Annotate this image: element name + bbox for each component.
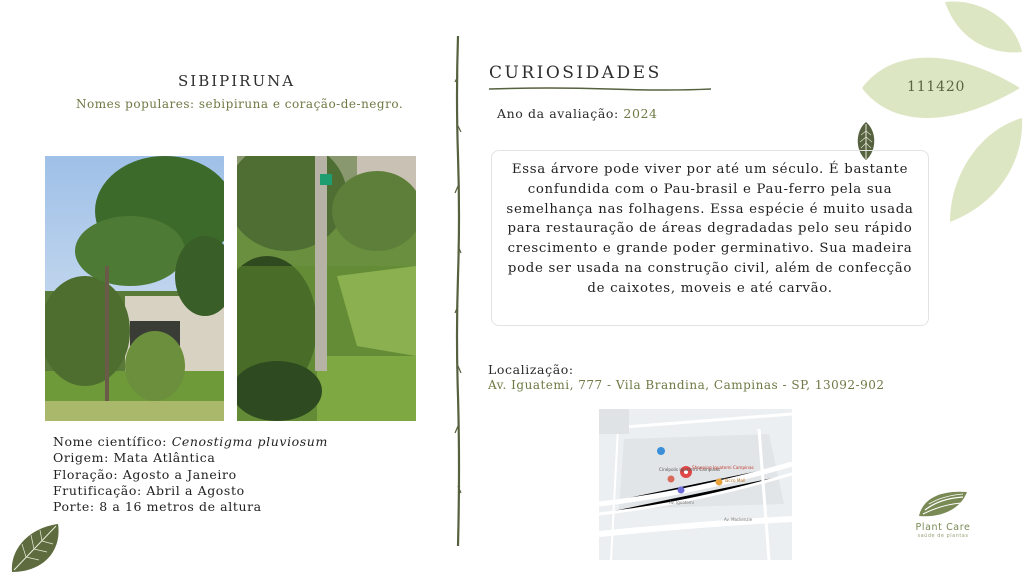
- fruiting-label: Frutificação:: [53, 482, 142, 498]
- flowering-row: [53, 467, 328, 483]
- plant-care-logo: [905, 486, 981, 542]
- flowering-label: Floração:: [53, 466, 119, 482]
- map-label-tacco: Tacco Mall: [724, 478, 746, 483]
- brand-name: Plant Care: [915, 522, 971, 533]
- size-row: [53, 499, 328, 515]
- map-label-shopping: Shopping Iguatemi Campinas: [692, 465, 754, 470]
- leaf-icon: [8, 520, 64, 576]
- popular-names-label: Nomes populares:: [76, 97, 195, 111]
- curiosities-title: CURIOSIDADES: [489, 63, 662, 83]
- size-value: 8 a 16 metros de altura: [99, 499, 262, 515]
- scientific-name-row: [53, 434, 328, 450]
- fruiting-row: [53, 483, 328, 499]
- fruiting-value: Abril a Agosto: [146, 482, 245, 498]
- evaluation-year: [497, 106, 658, 121]
- tree-photo-trunk: [237, 156, 416, 421]
- location-address: Av. Iguatemi, 777 - Vila Brandina, Campinas - SP, 13092-902: [488, 378, 885, 392]
- popular-names-value: sebipiruna e coração-de-negro.: [198, 97, 404, 111]
- origin-label: Origem:: [53, 450, 109, 466]
- map-label-cinepolis: Cinépolis Iguatemi Campinas: [659, 467, 721, 472]
- brand-tagline: saúde de plantas: [917, 533, 969, 539]
- popular-names: [76, 97, 403, 111]
- evaluation-year-value: 2024: [623, 106, 658, 121]
- origin-value: Mata Atlântica: [113, 450, 216, 466]
- plant-title: SIBIPIRUNA: [178, 72, 296, 90]
- plant-facts: [53, 434, 328, 515]
- location-map[interactable]: [599, 409, 792, 560]
- plant-care-logo-icon: [915, 486, 971, 520]
- map-street-2: Av. Mackenzie: [724, 517, 753, 522]
- title-underline: [489, 86, 711, 92]
- size-label: Porte:: [53, 499, 95, 515]
- map-street-1: Av. Iguatemi: [669, 500, 694, 505]
- curiosities-text-box: Essa árvore pode viver por até um século. É bastante confundida com o Pau-brasil e Pau-ferro pela sua semelhança nas folhagens. Essa espécie é muito usada para restauração de áreas degradadas pelo seu rápido crescimento e grande poder germinativo. Sua madeira pode ser usada na construção civil, além de confecção de caixotes, moveis e até carvão.: [491, 150, 929, 326]
- tree-code: 111420: [907, 79, 966, 95]
- location-label: Localização:: [488, 362, 574, 377]
- flowering-value: Agosto a Janeiro: [122, 466, 237, 482]
- vine-divider-icon: [453, 36, 463, 546]
- tree-photo-building: [45, 156, 224, 421]
- decorative-leaves-icon: [860, 0, 1024, 225]
- origin-row: [53, 450, 328, 466]
- scientific-name-label: Nome científico:: [53, 434, 168, 449]
- evaluation-year-label: Ano da avaliação:: [497, 106, 619, 121]
- scientific-name-value: Cenostigma pluviosum: [171, 434, 328, 449]
